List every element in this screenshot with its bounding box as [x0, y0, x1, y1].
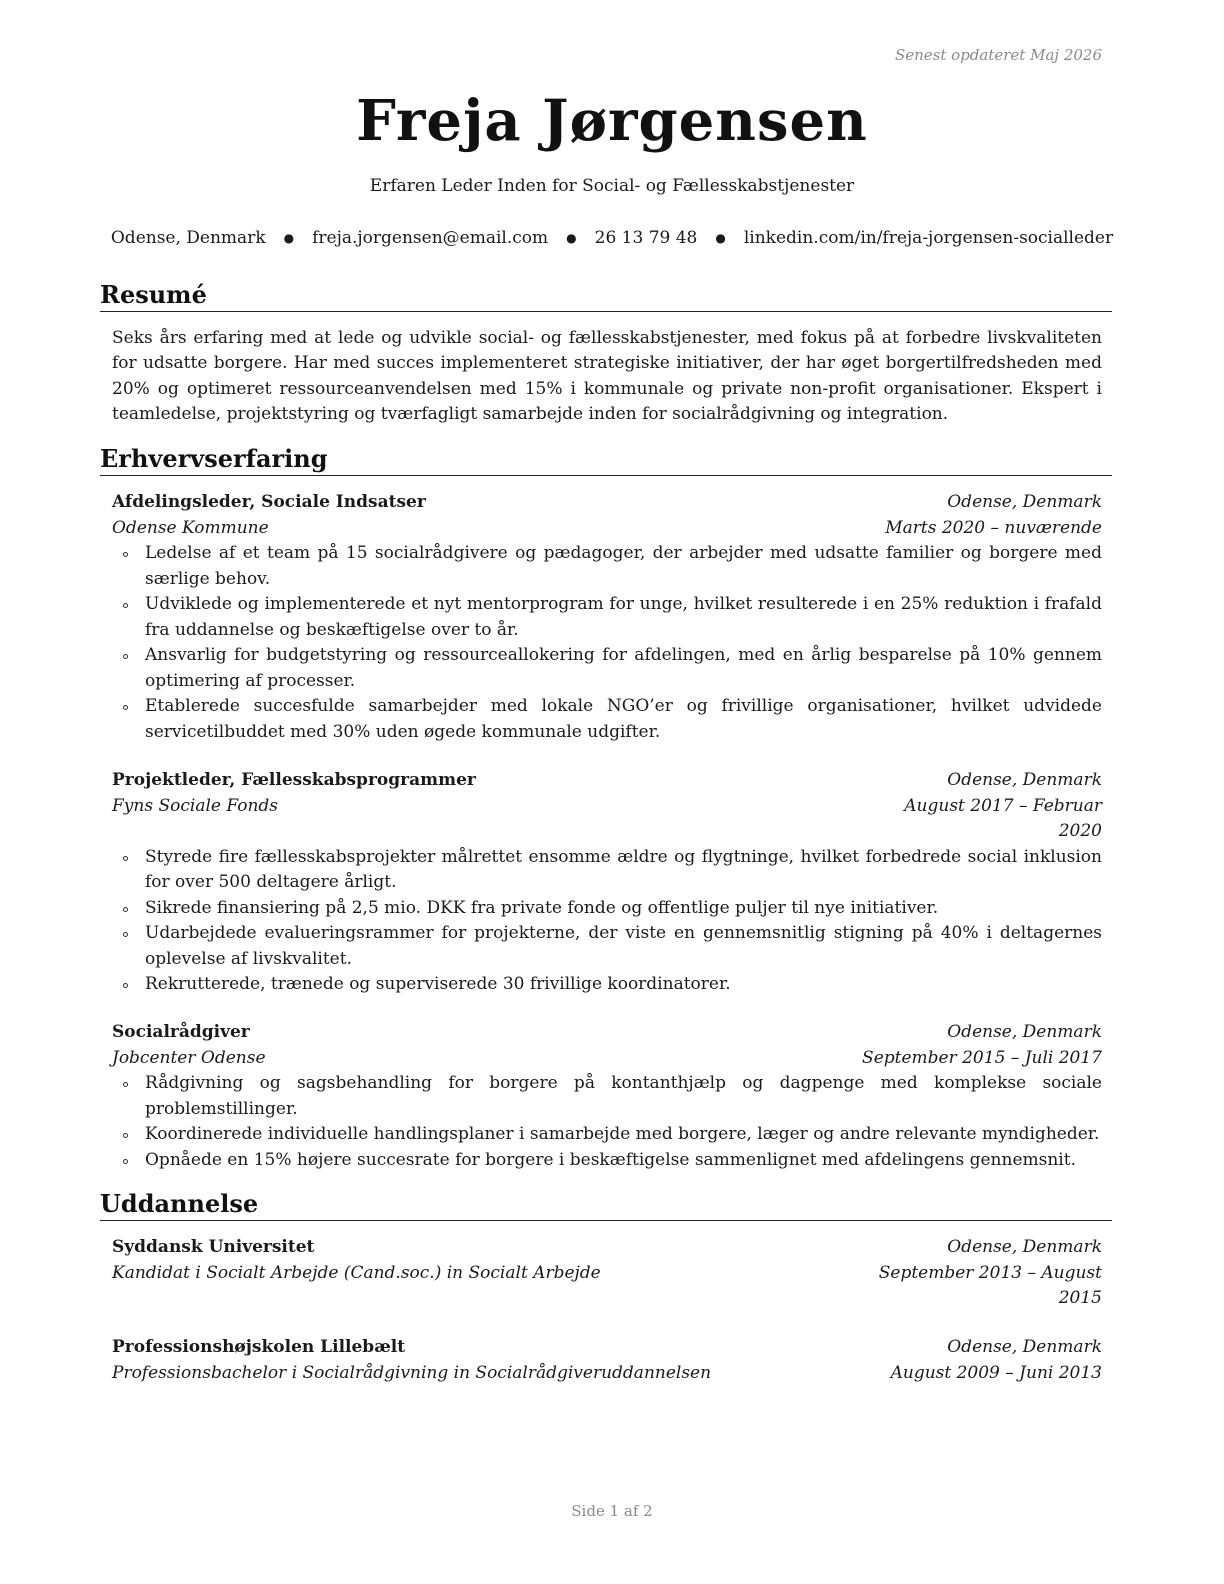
- list-item: [112, 921, 1102, 972]
- section-title-summary: Resumé: [100, 280, 1112, 312]
- bullet-circle-icon: [123, 932, 128, 937]
- summary-text: Seks års erfaring med at lede og udvikle social- og fællesskabstjenester, med fokus på at forbedre livskvaliteten for udsatte borgere. Har med succes implementeret strategiske initiativer, der har øget borgertilfredsheden med 20% og optimeret ressourceanvendelsen med 15% i kommunale og private non-profit organisationer. Ekspert i teamledelse, projektstyring og tværfagligt samarbejde inden for socialrådgivning og integration.: [112, 328, 1102, 425]
- section-title-experience: Erhvervserfaring: [100, 444, 1112, 476]
- bullet-text: Ledelse af et team på 15 socialrådgivere og pædagoger, der arbejder med udsatte familier og borgere med særlige behov.: [145, 543, 1102, 589]
- job-bullets: [112, 1071, 1102, 1173]
- page-number: Side 1 af 2: [571, 1502, 653, 1520]
- job-bullets: [112, 541, 1102, 745]
- candidate-name: Freja Jørgensen: [356, 88, 868, 154]
- bullet-text: Udviklede og implementerede et nyt mentorprogram for unge, hvilket resulterede i en 25% reduktion i frafald fra uddannelse og beskæftigelse over to år.: [145, 594, 1102, 640]
- education-entry: [112, 1335, 1102, 1386]
- bullet-text: Opnåede en 15% højere succesrate for borgere i beskæftigelse sammenlignet med afdelingens gennemsnit.: [145, 1149, 1076, 1170]
- bullet-circle-icon: [123, 654, 128, 659]
- contact-email[interactable]: freja.jorgensen@email.com: [312, 228, 549, 248]
- education-dates: August 2009 – Juni 2013: [890, 1362, 1102, 1383]
- list-item: [112, 592, 1102, 643]
- bullet-text: Koordinerede individuelle handlingsplaner i samarbejde med borgere, læger og andre relevante myndigheder.: [145, 1124, 1100, 1144]
- bullet-circle-icon: [123, 983, 128, 988]
- bullet-text: Ansvarlig for budgetstyring og ressourceallokering for afdelingen, med en årlig besparelse på 10% gennem optimering af processer.: [145, 645, 1102, 691]
- headline: Erfaren Leder Inden for Social- og Fællesskabstjenester: [369, 176, 855, 196]
- separator-dot: ●: [715, 231, 726, 245]
- section-title-education: Uddannelse: [100, 1189, 1112, 1221]
- degree: Kandidat i Socialt Arbejde (Cand.soc.) in Socialt Arbejde: [112, 1262, 601, 1283]
- job-role: Projektleder, Fællesskabsprogrammer: [112, 770, 476, 790]
- bullet-text: Etablerede succesfulde samarbejder med lokale NGO’er og frivillige organisationer, hvilket udvidede servicetilbuddet med 30% uden øgede kommunale udgifter.: [145, 696, 1102, 742]
- degree: Professionsbachelor i Socialrådgivning in Socialrådgiveruddannelsen: [112, 1362, 712, 1383]
- bullet-circle-icon: [123, 1133, 128, 1138]
- job-location: Odense, Denmark: [947, 770, 1102, 790]
- bullet-circle-icon: [123, 856, 128, 861]
- list-item: [112, 845, 1102, 896]
- job-dates: Marts 2020 – nuværende: [885, 517, 1102, 538]
- bullet-circle-icon: [123, 603, 128, 608]
- school-name: Syddansk Universitet: [112, 1237, 315, 1257]
- school-location: Odense, Denmark: [947, 1337, 1102, 1357]
- job-role: Afdelingsleder, Sociale Indsatser: [112, 492, 426, 512]
- job-organization: Jobcenter Odense: [112, 1047, 266, 1068]
- contact-phone: 26 13 79 48: [594, 228, 698, 248]
- contact-linkedin[interactable]: linkedin.com/in/freja-jorgensen-socialleder: [743, 228, 1114, 248]
- list-item: [112, 896, 1102, 922]
- education-entry: [112, 1235, 1102, 1312]
- contact-location: Odense, Denmark: [110, 228, 266, 248]
- job-dates: September 2015 – Juli 2017: [862, 1047, 1102, 1068]
- list-item: [112, 1122, 1102, 1148]
- separator-dot: ●: [283, 231, 295, 245]
- bullet-text: Sikrede finansiering på 2,5 mio. DKK fra private fonde og offentlige puljer til nye initiativer.: [145, 897, 939, 918]
- bullet-circle-icon: [123, 705, 128, 710]
- job-entry: [112, 490, 1102, 745]
- job-bullets: [112, 845, 1102, 998]
- contact-line: [0, 228, 1224, 248]
- job-organization: Odense Kommune: [112, 517, 269, 538]
- job-entry: [112, 768, 1102, 998]
- list-item: [112, 541, 1102, 592]
- school-name: Professionshøjskolen Lillebælt: [112, 1337, 406, 1357]
- job-location: Odense, Denmark: [947, 492, 1102, 512]
- job-entry: [112, 1020, 1102, 1173]
- list-item: [112, 1148, 1102, 1174]
- bullet-circle-icon: [123, 1159, 128, 1164]
- separator-dot: ●: [566, 231, 577, 245]
- job-organization: Fyns Sociale Fonds: [112, 795, 279, 816]
- bullet-text: Udarbejdede evalueringsrammer for projekterne, der viste en gennemsnitlig stigning på 40% i deltagernes oplevelse af livskvalitet.: [145, 923, 1102, 969]
- job-location: Odense, Denmark: [947, 1022, 1102, 1042]
- education-dates: September 2013 – August 2015: [878, 1262, 1102, 1308]
- list-item: [112, 694, 1102, 745]
- list-item: [112, 1071, 1102, 1122]
- bullet-circle-icon: [123, 552, 128, 557]
- bullet-text: Rådgivning og sagsbehandling for borgere på kontanthjælp og dagpenge med komplekse sociale problemstillinger.: [145, 1073, 1102, 1119]
- bullet-text: Styrede fire fællesskabsprojekter målrettet ensomme ældre og flygtninge, hvilket forbedrede social inklusion for over 500 deltagere årligt.: [145, 846, 1102, 892]
- job-role: Socialrådgiver: [112, 1022, 250, 1042]
- list-item: [112, 972, 1102, 998]
- last-updated: Senest opdateret Maj 2026: [894, 46, 1102, 64]
- bullet-circle-icon: [123, 1082, 128, 1087]
- bullet-text: Rekrutterede, trænede og superviserede 30 frivillige koordinatorer.: [145, 974, 731, 994]
- list-item: [112, 643, 1102, 694]
- school-location: Odense, Denmark: [947, 1237, 1102, 1257]
- bullet-circle-icon: [123, 907, 128, 912]
- job-dates: August 2017 – Februar 2020: [904, 795, 1102, 841]
